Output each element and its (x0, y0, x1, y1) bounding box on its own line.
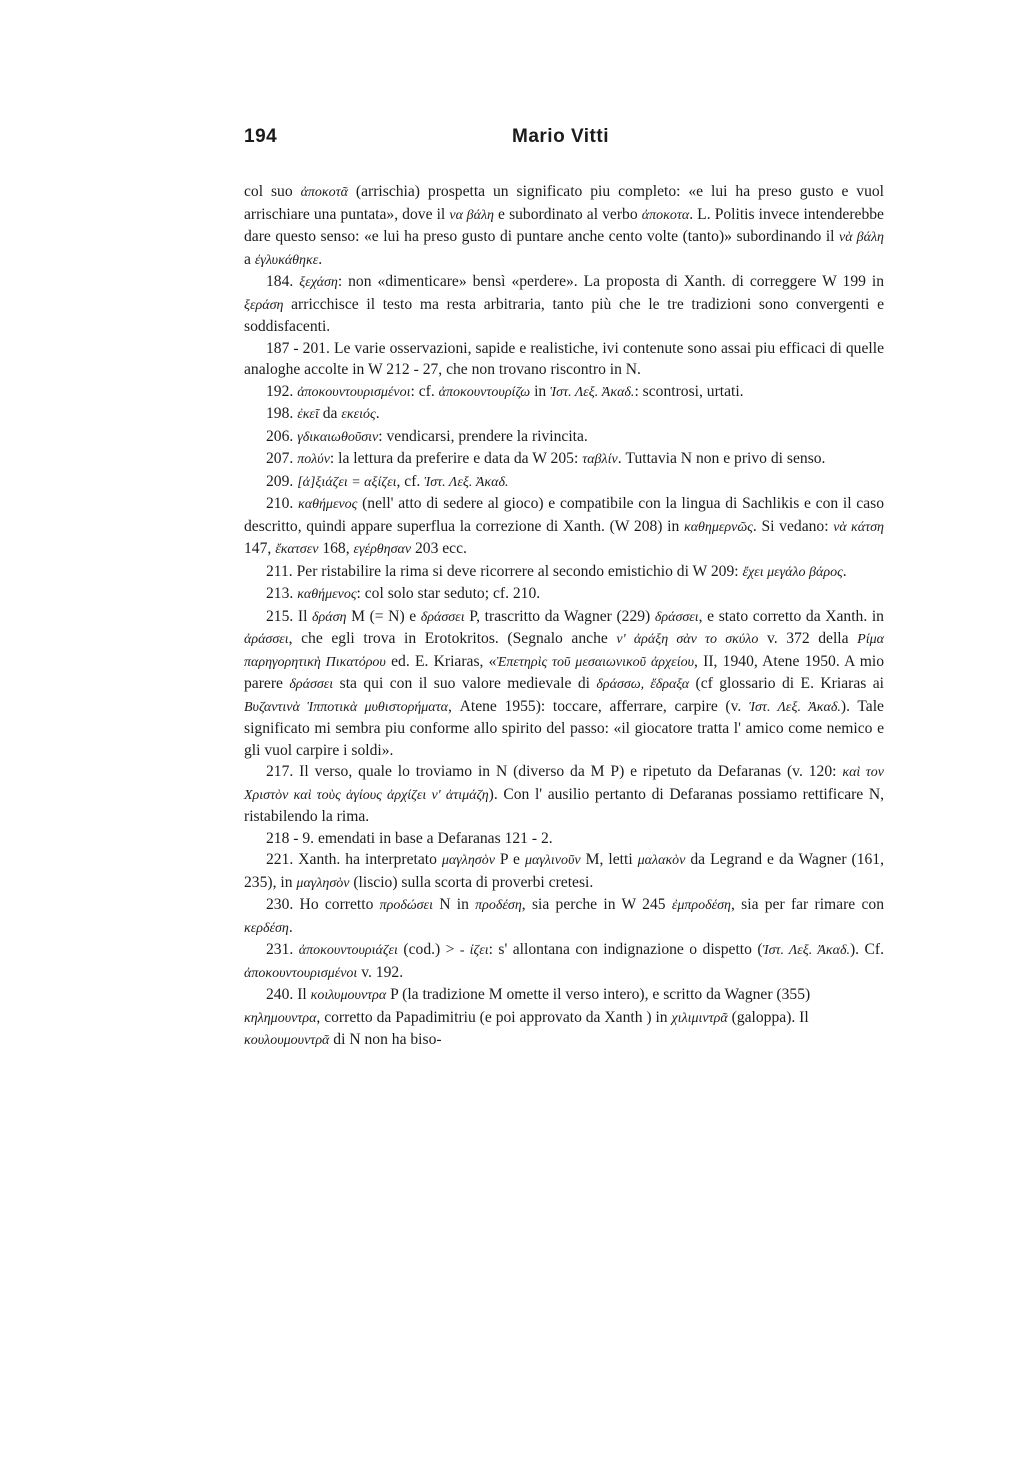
note-text: ). Tale significato mi sembra piu conforme allo spirito del passo: «il giocatore tratta l' amico come nemico e gli vuol carpire i soldi». (244, 697, 884, 759)
note-text: , che egli trova in Erotokritos. (Segnalo anche (288, 630, 617, 647)
page-number: 194 (244, 126, 278, 147)
greek-term: νὰ βάλη (839, 230, 884, 245)
note-text: 206. (266, 427, 298, 445)
greek-term: Ἱστ. Λεξ. Ἀκαδ. (749, 699, 841, 715)
greek-term: [ἀ]ξιάζει = αξίζει (297, 474, 397, 490)
note-text: (cf glossario di E. Kriaras ai (689, 675, 885, 692)
note-paragraph (244, 448, 884, 471)
greek-term: ν' ἀράξη σὰν το σκύλο (616, 632, 759, 647)
greek-term: ξεχάση (299, 275, 338, 290)
note-text: col suo (244, 183, 301, 200)
page-header (244, 126, 884, 152)
note-text: , cf. (396, 472, 425, 490)
note-text: di N non ha biso- (329, 1031, 442, 1048)
greek-term: Ἱστ. Λεξ. Ἀκαδ. (762, 943, 850, 958)
note-paragraph (244, 403, 884, 426)
greek-term: πολύν (297, 452, 330, 467)
note-paragraph (244, 271, 884, 338)
note-text: : cf. (410, 382, 439, 400)
greek-term: Βυζαντινὰ Ἱπποτικὰ μυθιστορήματα (244, 699, 449, 715)
note-text: 187 - 201. Le varie osservazioni, sapide e realistiche, ivi contenute sono assai piu efficaci di quelle analoghe accolte in W 212 - 27, che non trovano riscontro in N. (244, 339, 884, 378)
note-text: : non «dimenticare» bensì «perdere». La proposta di Xanth. di correggere W 199 in (337, 273, 884, 290)
note-text: 215. Il (266, 607, 313, 625)
greek-term: καὶ τον Χριστὸν καὶ τοὺς ἁγίους ἀρχίζει ν' ἀτιμάζη (244, 765, 885, 803)
commentary-notes (244, 181, 884, 1052)
greek-term: ἀποκουντουρισμένοι (244, 965, 358, 981)
note-text: , corretto da Papadimitriu (e poi approvato da Xanth ) in (316, 1008, 672, 1026)
note-text: P, trascritto da Wagner (229) (464, 607, 655, 625)
greek-term: δράσσει (289, 677, 334, 692)
note-text: 168, (318, 540, 354, 557)
note-text: , Atene 1955): toccare, afferrare, carpire (v. (448, 697, 749, 715)
note-text: 147, (244, 540, 276, 557)
note-continuation (244, 181, 884, 271)
greek-term: κοιλυμουντρα (310, 988, 387, 1003)
greek-term: ἐμπροδέση (671, 898, 731, 913)
greek-term: νὰ κάτση (833, 519, 884, 535)
note-paragraph (244, 606, 884, 762)
note-text: 203 ecc. (411, 540, 467, 557)
note-text: (galoppa). Il (727, 1008, 809, 1026)
note-paragraph (244, 338, 884, 381)
note-text: ). Cf. (849, 941, 885, 958)
greek-term: Ἱστ. Λεξ. Ἀκαδ. (424, 474, 509, 490)
note-text: 240. Il (266, 986, 311, 1003)
note-text: . L. Politis invece intenderebbe dare questo senso: «e lui ha preso gusto di puntare anche cento volte (tanto)» subordinando il (244, 205, 884, 245)
greek-term: γδικαιωθοῦσιν (297, 429, 379, 445)
note-text: . (318, 250, 323, 268)
greek-term: χιλιμιντρᾶ (671, 1010, 728, 1026)
greek-term: καθημερνῶς (683, 519, 753, 535)
note-text: 210. (266, 495, 299, 512)
greek-term: δράση (312, 609, 347, 625)
greek-term: δράσσει (420, 609, 465, 625)
note-paragraph (244, 471, 884, 494)
note-paragraph (244, 984, 884, 1052)
note-text: 218 - 9. emendati in base a Defaranas 121 - 2. (266, 829, 553, 847)
greek-term: ἔκατσεν (275, 542, 319, 557)
note-text: ed. E. Kriaras, « (385, 652, 497, 670)
note-text: 192. (266, 382, 298, 400)
note-text: arricchisce il testo ma resta arbitraria, tanto più che le tre tradizioni sono convergenti e soddisfacenti. (244, 295, 884, 335)
note-text: M (= N) e (346, 607, 421, 625)
note-text: 221. Xanth. ha interpretato (266, 851, 442, 868)
note-text: 211. Per ristabilire la rima si deve ricorrere al secondo emistichio di W 209: (266, 562, 743, 580)
greek-term: - ίζει (459, 943, 489, 958)
note-text: . (842, 562, 847, 580)
note-text: , sia per far rimare con (731, 896, 884, 913)
note-paragraph (244, 761, 884, 828)
note-text: (liscio) sulla scorta di proverbi cretesi. (349, 873, 594, 891)
note-text: : col solo star seduto; cf. 210. (356, 585, 541, 602)
greek-term: ἐγλυκάθηκε (254, 252, 319, 268)
greek-term: ξεράση (244, 297, 284, 313)
note-text: . Si vedano: (752, 517, 834, 535)
note-text: P e (494, 851, 525, 868)
greek-term: εκειός (341, 407, 376, 422)
greek-term: προδέση (475, 898, 522, 913)
note-text: e subordinato al verbo (493, 205, 642, 223)
greek-term: μαγλινοῦν (524, 853, 581, 868)
greek-term: καθήμενος (298, 497, 358, 512)
note-text: : la lettura da preferire e data da W 205: (329, 450, 583, 467)
greek-term: Ἐπετηρὶς τοῦ μεσαιωνικοῦ ἀρχείου (496, 654, 695, 670)
note-text: 184. (266, 273, 300, 290)
greek-term: Ἱστ. Λεξ. Ἀκαδ. (550, 384, 635, 400)
note-text: da Legrand e da Wagner (161, 235), in (244, 851, 884, 891)
note-text: , sia perche in W 245 (521, 896, 672, 913)
note-text: (arrischia) prospetta un significato piu completo: «e lui ha preso gusto e vuol arrischiare una puntata», dove il (244, 183, 885, 223)
greek-term: ἐκεῖ (297, 407, 319, 422)
greek-term: Ρίμα παρηγορητικὴ Πικατόρου (244, 632, 884, 670)
running-head: Mario Vitti (512, 126, 609, 147)
note-paragraph (244, 894, 884, 939)
greek-term: μαγλησὸν (296, 875, 350, 891)
greek-term: προδώσει (379, 898, 433, 913)
note-paragraph (244, 381, 884, 404)
note-text: 217. Il verso, quale lo troviamo in N (diverso da M P) e ripetuto da Defaranas (v. 120: (266, 763, 843, 780)
note-text: . Tuttavia N non e privo di senso. (617, 450, 826, 467)
greek-term: μαλακὸν (637, 853, 686, 868)
note-text: 213. (266, 585, 298, 602)
note-text: 230. Ho corretto (266, 896, 380, 913)
greek-term: κερδέση (244, 920, 289, 936)
note-text: M, letti (580, 851, 638, 868)
note-paragraph (244, 849, 884, 894)
greek-term: κηλημουντρα (244, 1010, 317, 1026)
note-text: 207. (266, 450, 298, 467)
greek-term: ἔχει μεγάλο βάρος (742, 564, 843, 580)
note-text: ). Con l' ausilio pertanto di Defaranas possiamo rettificare N, ristabilendo la rima. (244, 785, 884, 825)
greek-term: ταβλίν (582, 452, 618, 467)
note-text: , II, 1940, Atene 1950. A mio parere (244, 652, 885, 692)
greek-term: εγέρθησαν (353, 542, 412, 557)
greek-term: ἀποκουντουρισμένοι (297, 384, 411, 400)
note-text: , e stato corretto da Xanth. in (698, 607, 884, 625)
note-text: v. 192. (357, 963, 404, 981)
note-text: . (288, 918, 293, 936)
note-text: P (la tradizione M omette il verso intero), e scritto da Wagner (355) (386, 986, 811, 1003)
note-text: in (530, 382, 551, 400)
note-text: sta qui con il suo valore medievale di (333, 675, 597, 692)
note-text: (cod.) > (397, 941, 460, 958)
note-text: 209. (266, 472, 298, 490)
note-text: N in (432, 896, 476, 913)
note-paragraph (244, 583, 884, 606)
note-text: v. 372 della (758, 630, 858, 647)
greek-term: κουλουμουντρᾶ (244, 1033, 330, 1048)
note-paragraph (244, 426, 884, 449)
note-text: da (318, 405, 342, 422)
note-text: 198. (266, 405, 298, 422)
greek-term: δράσσω, ἔδραξα (596, 677, 690, 692)
note-paragraph (244, 493, 884, 561)
greek-term: ἀποκοτα (641, 207, 690, 223)
note-text: a (244, 250, 255, 268)
greek-term: ἀποκουντουριάζει (298, 943, 398, 958)
note-text: : vendicarsi, prendere la rivincita. (378, 427, 588, 445)
greek-term: να βάλη (449, 207, 494, 223)
greek-term: καθήμενος (297, 587, 357, 602)
note-text: (nell' atto di sedere al gioco) e compatibile con la lingua di Sachlikis e con il caso descritto, quindi appare superflua la correzione di Xanth. (W 208) in (244, 495, 885, 535)
greek-term: ἀποκουντουρίζω (438, 384, 531, 400)
note-text: : scontrosi, urtati. (634, 382, 744, 400)
note-paragraph (244, 828, 884, 850)
greek-term: μαγλησὸν (441, 853, 495, 868)
greek-term: δράσσει (654, 609, 699, 625)
note-text: : s' allontana con indignazione o dispetto ( (488, 941, 763, 958)
note-paragraph (244, 939, 884, 984)
greek-term: ἀποκοτᾶ (300, 185, 349, 200)
note-text: 231. (266, 941, 299, 958)
greek-term: ἀράσσει (244, 632, 289, 647)
note-paragraph (244, 561, 884, 584)
note-text: . (375, 405, 380, 422)
